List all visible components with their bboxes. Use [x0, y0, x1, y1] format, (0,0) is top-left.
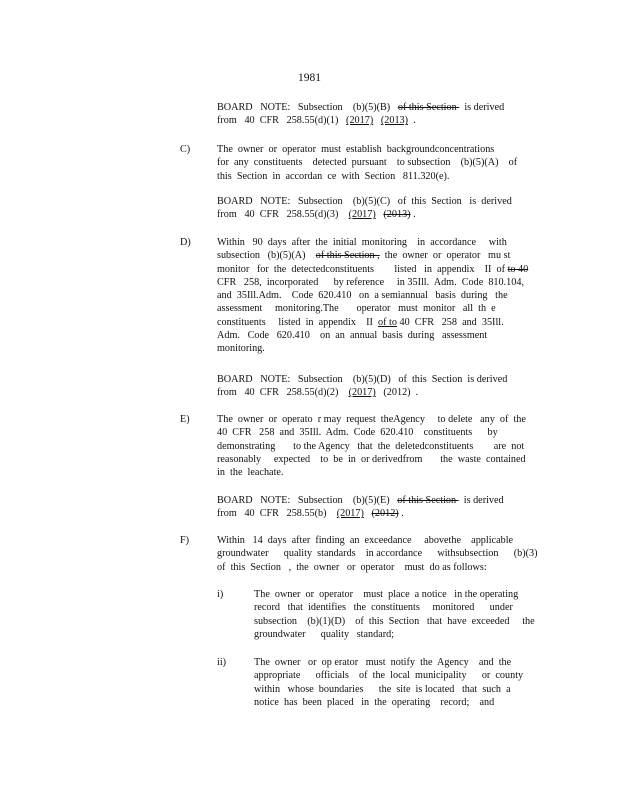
text-line [217, 342, 530, 355]
board-note-b5c [217, 195, 517, 222]
text-line [217, 373, 517, 386]
text-line [254, 696, 516, 709]
text-run: BOARD NOTE: Subsection (b)(5)(B) [217, 102, 398, 113]
text-line [217, 101, 517, 114]
text-line [217, 316, 530, 329]
text-run: is derived [459, 102, 505, 113]
text-run: The owner or operator must place a notice in the operating [254, 589, 519, 600]
text-line [217, 507, 517, 520]
text-line [217, 289, 530, 302]
text-run: reasonably expected to be in or derivedfrom the waste contained [217, 453, 526, 465]
text-run: Within 14 days after finding an exceedance abovethe applicable [217, 535, 514, 546]
underlined-text: (2017) [346, 115, 374, 127]
paragraph-c [217, 143, 523, 183]
text-line [217, 386, 517, 399]
text-run: subsection (b)(1)(D) of this Section that have exceeded the [254, 615, 535, 627]
underlined-text: (2013) [380, 115, 409, 127]
board-note-b5b [217, 101, 517, 128]
text-run: is derived [458, 495, 504, 506]
text-run: The owner or operator must establish backgroundconcentrations [217, 144, 495, 155]
text-run: monitoring. [217, 343, 265, 355]
text-line [217, 208, 517, 221]
text-run: BOARD NOTE: Subsection (b)(5)(E) [217, 495, 398, 506]
text-line [217, 263, 530, 276]
text-run: monitor for the detectedconstituents listed in appendix II of [217, 263, 508, 275]
text-run [373, 115, 381, 126]
text-run: within whose boundaries the site is located that such a [254, 683, 511, 695]
board-note-b5d [217, 373, 517, 400]
text-line [217, 143, 523, 156]
text-line [254, 683, 516, 696]
paragraph-e [217, 413, 535, 479]
item-label-c: C) [180, 144, 191, 155]
text-line [254, 615, 535, 628]
item-label-f-i: i) [217, 589, 224, 600]
text-run: and 35Ill.Adm. Code 620.410 on a semiannual basis during the [217, 290, 508, 302]
text-run: groundwater quality standard; [254, 628, 395, 640]
paragraph-f-i [254, 588, 535, 641]
text-run: . [408, 115, 416, 127]
item-label-f: F) [180, 535, 190, 546]
text-line [217, 114, 517, 127]
text-line [217, 547, 538, 560]
text-line [217, 329, 530, 342]
text-line [217, 249, 530, 262]
struck-text: of this Section , [315, 250, 380, 262]
text-line [217, 302, 530, 315]
text-run [364, 508, 372, 519]
text-line [217, 170, 523, 183]
text-run: notice has been placed in the operating record; and [254, 696, 495, 708]
struck-text: of this Section [397, 495, 459, 506]
underlined-text: (2017) [348, 209, 376, 221]
text-line [217, 426, 535, 439]
text-run: The owner or op erator must notify the Agency and the [254, 657, 512, 668]
text-run: The owner or operato r may request theAgency to delete any of the [217, 414, 526, 425]
underlined-text: (2017) [348, 387, 376, 399]
text-line [217, 561, 530, 574]
struck-text: to 40 [507, 263, 529, 275]
text-line [217, 195, 517, 208]
text-run: 40 CFR 258 and 35Ill. Adm. Code 620.410 constituents by [217, 427, 498, 439]
text-run: BOARD NOTE: Subsection (b)(5)(D) of this Section is derived [217, 374, 508, 385]
text-line [254, 601, 532, 614]
text-run: Within 90 days after the initial monitoring in accordance with [217, 237, 507, 248]
text-run: . [410, 209, 416, 221]
paragraph-d [217, 236, 530, 356]
text-line [217, 494, 517, 507]
struck-text: (2012) [371, 508, 399, 520]
text-run: assessment monitoring.The operator must monitor all th e [217, 303, 496, 315]
text-run: the owner or operator mu st [379, 250, 511, 262]
text-run: (2012) . [375, 387, 419, 399]
item-label-f-ii: ii) [217, 657, 227, 668]
text-line [217, 440, 535, 453]
item-label-d: D) [180, 237, 191, 248]
text-run: CFR 258, incorporated by reference in 35Ill. Adm. Code 810.104, [217, 276, 524, 288]
board-note-b5e [217, 494, 517, 521]
text-run: demonstrating to the Agency that the deletedconstituents are not [217, 440, 525, 452]
text-run: 40 CFR 258 and 35Ill. [396, 316, 504, 328]
page-number: 1981 [298, 72, 321, 84]
text-run: of this Section , the owner or operator must do as follows: [217, 561, 487, 573]
text-line [217, 534, 530, 547]
text-line [217, 466, 535, 479]
struck-text: of this Section [397, 102, 460, 113]
struck-text: (2013) [383, 209, 411, 221]
text-run: . [398, 508, 404, 520]
text-line [217, 156, 523, 169]
text-run: from 40 CFR 258.55(b) [217, 508, 337, 520]
text-line [217, 413, 535, 426]
text-run: from 40 CFR 258.55(d)(3) [217, 209, 349, 221]
underlined-text: (2017) [336, 508, 364, 520]
underlined-text: of to [378, 316, 397, 328]
text-line [254, 656, 516, 669]
text-line [217, 236, 530, 249]
paragraph-f [217, 534, 538, 574]
text-run: for any constituents detected pursuant to subsection (b)(5)(A) of [217, 157, 518, 169]
text-run: in the leachate. [217, 467, 284, 479]
text-run: appropriate officials of the local municipality or county [254, 670, 524, 682]
text-line [254, 628, 532, 641]
text-run: constituents listed in appendix II [217, 316, 378, 328]
item-label-e: E) [180, 414, 190, 425]
text-run: record that identifies the constituents monitored under [254, 602, 513, 614]
text-run: from 40 CFR 258.55(d)(2) [217, 387, 349, 399]
text-line [254, 669, 524, 682]
text-line [217, 276, 530, 289]
text-run: Adm. Code 620.410 on an annual basis during assessment [217, 330, 488, 342]
text-run: subsection (b)(5)(A) [217, 250, 316, 262]
paragraph-f-ii [254, 656, 524, 709]
text-run: this Section in accordan ce with Section 811.320(e). [217, 170, 450, 182]
text-line [217, 453, 535, 466]
text-run: from 40 CFR 258.55(d)(1) [217, 115, 347, 127]
text-run: groundwater quality standards in accordance withsubsection (b)(3) [217, 548, 538, 560]
text-run: BOARD NOTE: Subsection (b)(5)(C) of this Section is derived [217, 196, 512, 207]
text-line [254, 588, 532, 601]
